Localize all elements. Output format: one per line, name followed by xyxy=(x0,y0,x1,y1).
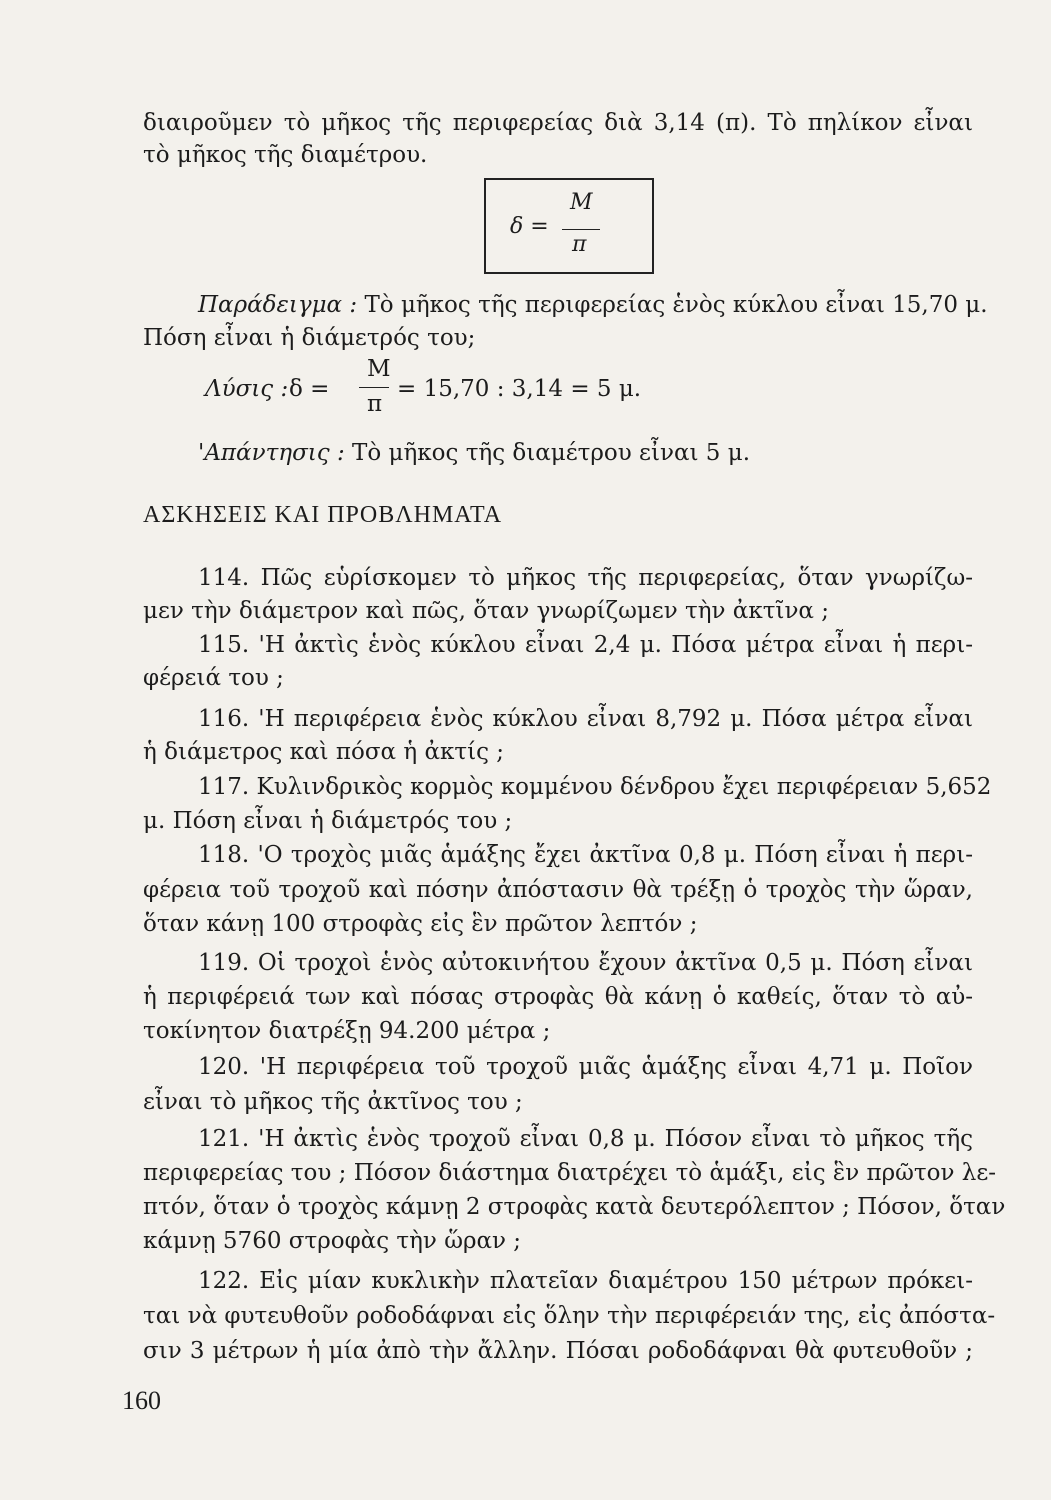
problem-118-line-1: 118. 'Ο τροχὸς μιᾶς ἁμάξης ἔχει ἀκτῖνα 0,8 μ. Πόση εἶναι ἡ περι- xyxy=(198,842,973,868)
example-line-2: Πόση εἶναι ἡ διάμετρός του; xyxy=(143,325,476,351)
problem-120-line-1: 120. 'Η περιφέρεια τοῦ τροχοῦ μιᾶς ἁμάξης εἶναι 4,71 μ. Ποῖον xyxy=(198,1054,973,1080)
section-title: ΑΣΚΗΣΕΙΣ ΚΑΙ ΠΡΟΒΛΗΜΑΤΑ xyxy=(143,502,503,528)
problem-120-line-2: εἶναι τὸ μῆκος τῆς ἀκτῖνος του ; xyxy=(143,1089,523,1115)
formula-numerator: M xyxy=(570,190,593,215)
problem-114-line-2: μεν τὴν διάμετρον καὶ πῶς, ὅταν γνωρίζωμεν τὴν ἀκτῖνα ; xyxy=(143,598,830,624)
problem-116-line-2: ἡ διάμετρος καὶ πόσα ἡ ἀκτίς ; xyxy=(143,739,505,765)
problem-122-line-2: ται νὰ φυτευθοῦν ροδοδάφναι εἰς ὅλην τὴν περιφέρειάν της, εἰς ἀπόστα- xyxy=(143,1303,996,1329)
problem-115-line-1: 115. 'Η ἀκτὶς ἑνὸς κύκλου εἶναι 2,4 μ. Πόσα μέτρα εἶναι ἡ περι- xyxy=(198,632,973,658)
problem-119-line-1: 119. Οἱ τροχοὶ ἑνὸς αὐτοκινήτου ἔχουν ἀκτῖνα 0,5 μ. Πόση εἶναι xyxy=(198,950,973,976)
example-line-1 xyxy=(143,290,988,320)
problem-118-line-2: φέρεια τοῦ τροχοῦ καὶ πόσην ἀπόστασιν θὰ τρέξῃ ὁ τροχὸς τὴν ὥραν, xyxy=(143,877,973,903)
problem-118-line-3: ὅταν κάνῃ 100 στροφὰς εἰς ἓν πρῶτον λεπτόν ; xyxy=(143,911,698,937)
formula-denominator: π xyxy=(572,232,587,257)
page-number: 160 xyxy=(122,1386,161,1415)
problem-121-line-2: περιφερείας του ; Πόσον διάστημα διατρέχει τὸ ἁμάξι, εἰς ἓν πρῶτον λε- xyxy=(143,1160,997,1186)
problem-114-line-1: 114. Πῶς εὑρίσκομεν τὸ μῆκος τῆς περιφερείας, ὅταν γνωρίζω- xyxy=(198,565,973,591)
example-label: Παράδειγμα : xyxy=(198,292,358,318)
solution-label: Λύσις : xyxy=(205,376,289,402)
solution-numerator: M xyxy=(367,356,391,382)
answer-line xyxy=(143,438,973,468)
answer-label: 'Απάντησις : xyxy=(198,440,345,466)
answer-text: Τὸ μῆκος τῆς διαμέτρου εἶναι 5 μ. xyxy=(352,440,751,466)
problem-117-line-2: μ. Πόση εἶναι ἡ διάμετρός του ; xyxy=(143,808,513,834)
problem-119-line-3: τοκίνητον διατρέξῃ 94.200 μέτρα ; xyxy=(143,1018,551,1044)
problem-116-line-1: 116. 'Η περιφέρεια ἑνὸς κύκλου εἶναι 8,792 μ. Πόσα μέτρα εἶναι xyxy=(198,706,973,732)
problem-122-line-1: 122. Εἰς μίαν κυκλικὴν πλατεῖαν διαμέτρου 150 μέτρων πρόκει- xyxy=(198,1268,973,1294)
solution-fraction-bar xyxy=(359,387,389,388)
problem-121-line-3: πτόν, ὅταν ὁ τροχὸς κάμνῃ 2 στροφὰς κατὰ δευτερόλεπτον ; Πόσον, ὅταν xyxy=(143,1194,1006,1220)
solution xyxy=(143,356,973,430)
problem-119-line-2: ἡ περιφέρειά των καὶ πόσας στροφὰς θὰ κάνῃ ὁ καθείς, ὅταν τὸ αὐ- xyxy=(143,984,973,1010)
problem-122-line-3: σιν 3 μέτρων ἡ μία ἀπὸ τὴν ἄλλην. Πόσαι ροδοδάφναι θὰ φυτευθοῦν ; xyxy=(143,1338,973,1364)
formula-box xyxy=(484,178,654,274)
problem-121-line-4: κάμνῃ 5760 στροφὰς τὴν ὥραν ; xyxy=(143,1228,522,1254)
solution-rhs: = 15,70 : 3,14 = 5 μ. xyxy=(397,376,642,402)
problem-117-line-1: 117. Κυλινδρικὸς κορμὸς κομμένου δένδρου ἔχει περιφέρειαν 5,652 xyxy=(198,774,992,800)
formula-lhs: δ = xyxy=(510,214,549,239)
formula-fraction-bar xyxy=(562,229,600,230)
example-text-1: Τὸ μῆκος τῆς περιφερείας ἑνὸς κύκλου εἶναι 15,70 μ. xyxy=(364,292,988,318)
solution-lhs: δ = xyxy=(289,376,330,402)
intro-line-1: διαιροῦμεν τὸ μῆκος τῆς περιφερείας διὰ 3,14 (π). Τὸ πηλίκον εἶναι xyxy=(143,110,973,136)
problem-121-line-1: 121. 'Η ἀκτὶς ἑνὸς τροχοῦ εἶναι 0,8 μ. Πόσον εἶναι τὸ μῆκος τῆς xyxy=(198,1126,973,1152)
problem-115-line-2: φέρειά του ; xyxy=(143,665,284,691)
intro-line-2: τὸ μῆκος τῆς διαμέτρου. xyxy=(143,142,428,168)
solution-denominator: π xyxy=(367,391,383,417)
